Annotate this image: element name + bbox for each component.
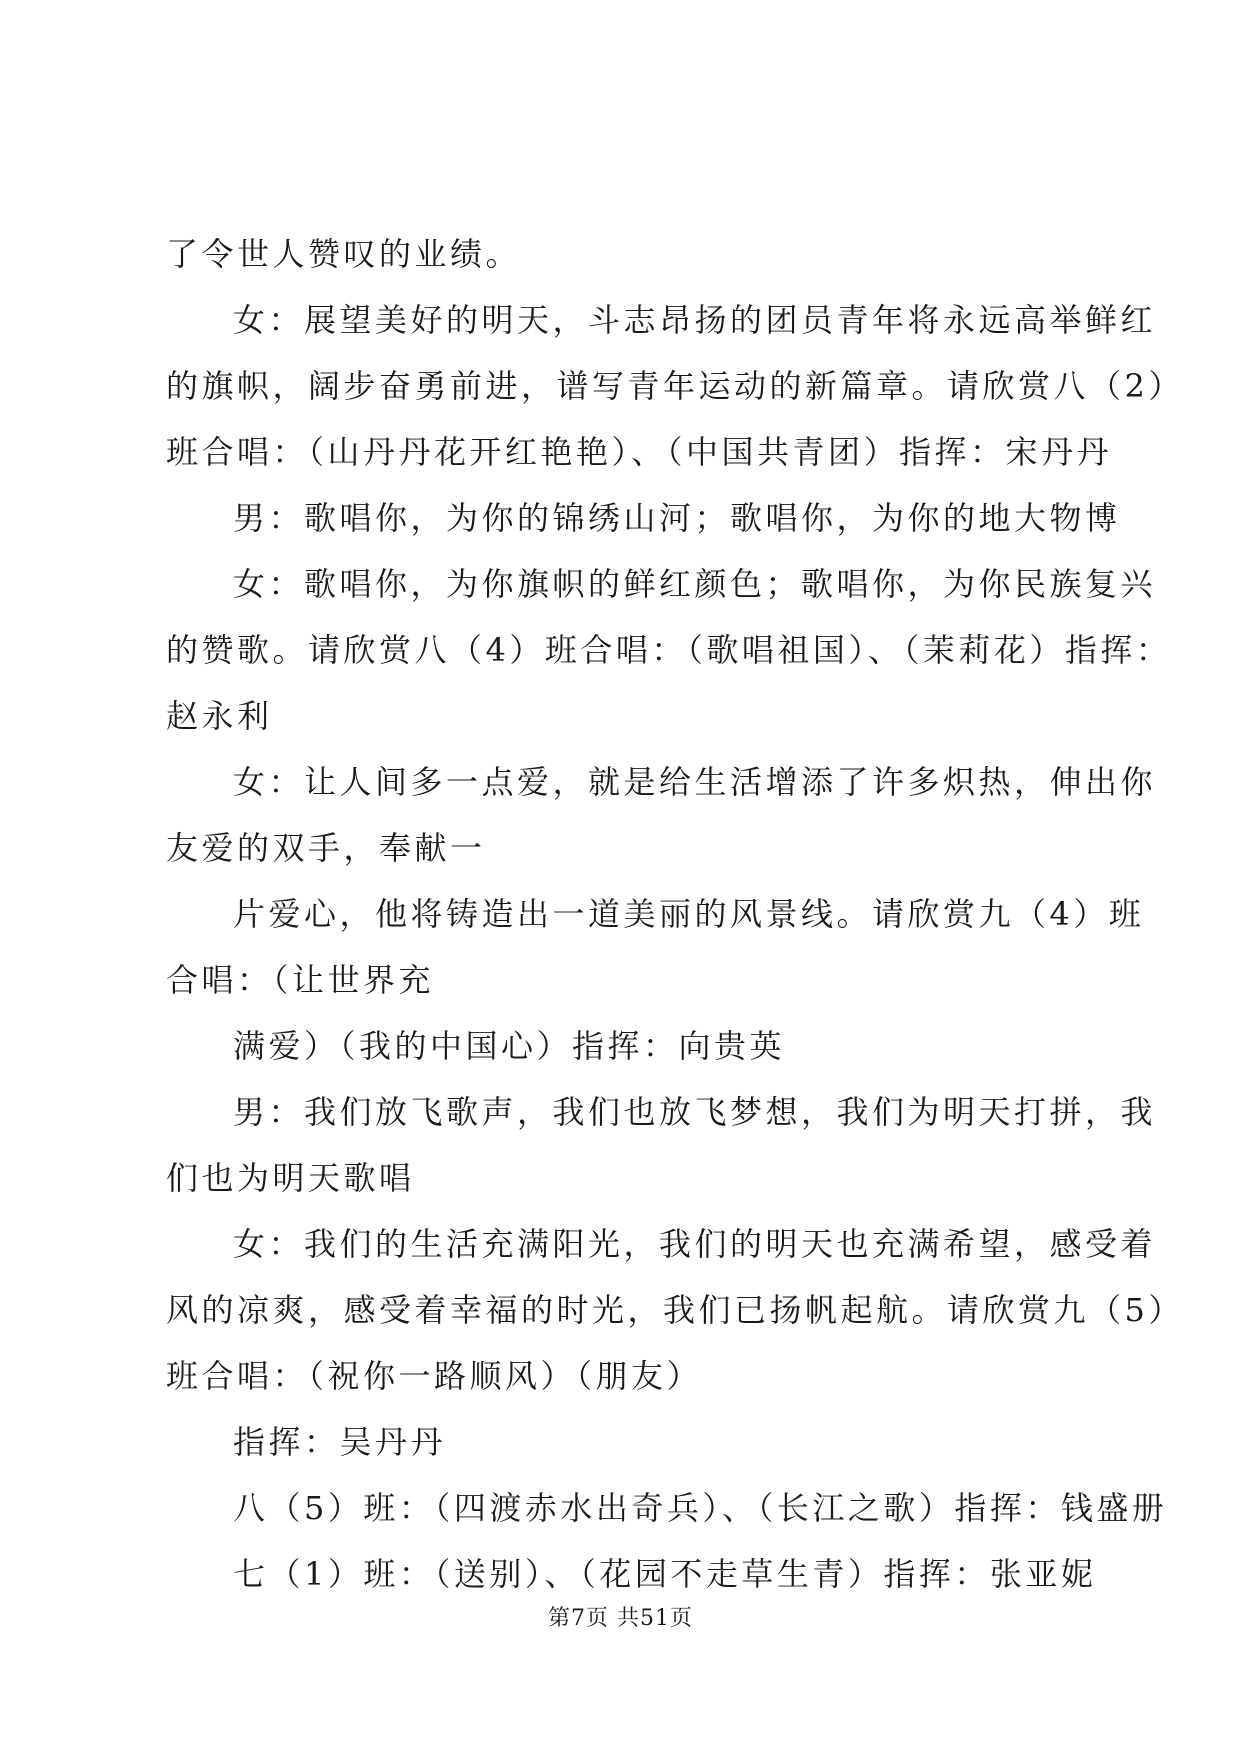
paragraph-line: 女：我们的生活充满阳光，我们的明天也充满希望，感受着 [233,1225,1157,1263]
paragraph-line: 的赞歌。请欣赏八（4）班合唱：（歌唱祖国）、（茉莉花）指挥： [166,631,1172,669]
document-body [166,234,1184,1594]
paragraph-line: 女：让人间多一点爱，就是给生活增添了许多炽热，伸出你 [233,763,1157,801]
paragraph-line: 了令世人赞叹的业绩。 [166,235,522,273]
paragraph-line: 男：我们放飞歌声，我们也放飞梦想，我们为明天打拼，我 [233,1093,1157,1131]
paragraph-line: 女：歌唱你，为你旗帜的鲜红颜色；歌唱你，为你民族复兴 [233,565,1157,603]
paragraph-line: 赵永利 [166,697,273,735]
paragraph-line: 片爱心，他将铸造出一道美丽的风景线。请欣赏九（4）班 [233,895,1145,933]
page-number-footer: 第7页 共51页 [548,1606,693,1631]
paragraph-line: 指挥：吴丹丹 [233,1423,447,1461]
paragraph-line: 合唱：（让世界充 [166,961,435,999]
paragraph-line: 班合唱：（祝你一路顺风）（朋友） [166,1357,703,1395]
paragraph-line: 风的凉爽，感受着幸福的时光，我们已扬帆起航。请欣赏九（5） [166,1291,1184,1329]
paragraph-line: 的旗帜，阔步奋勇前进，谱写青年运动的新篇章。请欣赏八（2） [166,367,1184,405]
paragraph-line: 男：歌唱你，为你的锦绣山河；歌唱你，为你的地大物博 [233,499,1121,537]
paragraph-line: 友爱的双手，奉献一 [166,829,486,867]
paragraph-line: 女：展望美好的明天，斗志昂扬的团员青年将永远高举鲜红 [233,301,1157,339]
paragraph-line: 们也为明天歌唱 [166,1159,415,1197]
paragraph-line: 班合唱：（山丹丹花开红艳艳）、（中国共青团）指挥：宋丹丹 [166,433,1113,471]
paragraph-line: 满爱）（我的中国心）指挥：向贵英 [233,1027,786,1065]
paragraph-line: 七（1）班：（送别）、（花园不走草生青）指挥：张亚妮 [233,1555,1097,1593]
paragraph-line: 八（5）班：（四渡赤水出奇兵）、（长江之歌）指挥：钱盛册 [233,1489,1168,1527]
